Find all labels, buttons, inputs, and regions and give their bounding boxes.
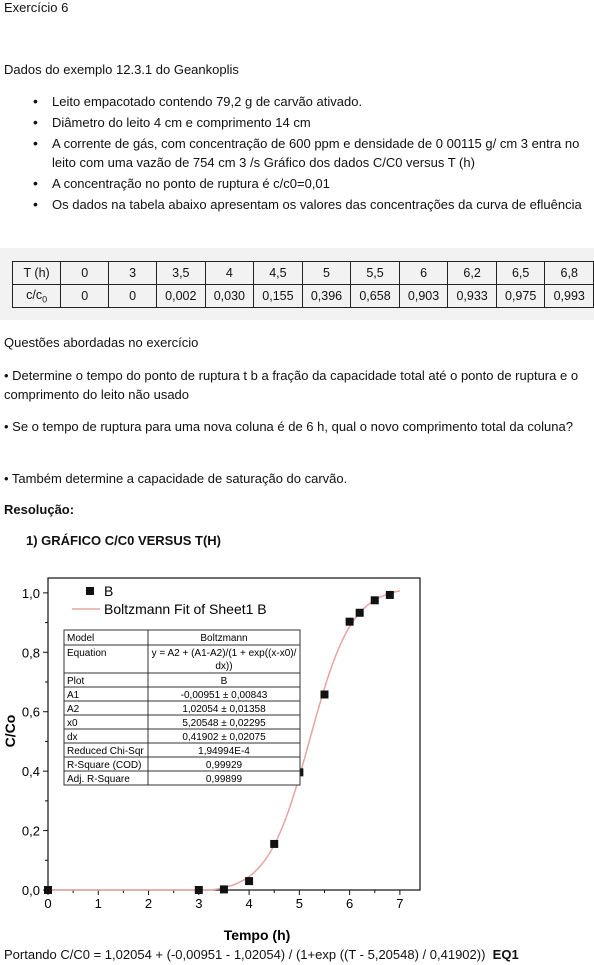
stats-key: dx <box>67 732 78 743</box>
y-tick-label: 0,0 <box>21 883 40 898</box>
bullet-item: • Leito empacotado contendo 79,2 g de carvão ativado. <box>0 92 590 111</box>
table-cell: 6,2 <box>448 262 497 285</box>
table-cell: 0 <box>109 285 157 308</box>
y-tick-label: 0,4 <box>21 764 40 780</box>
stats-key: A1 <box>67 690 80 701</box>
data-point <box>320 690 328 698</box>
y-tick-label: 0,2 <box>21 823 40 839</box>
y-tick-label: 0,6 <box>21 704 40 720</box>
table-cell: 0,975 <box>496 285 545 308</box>
breakthrough-curve-chart <box>0 568 594 948</box>
table-cell: 3 <box>109 262 157 285</box>
stats-value: dx)) <box>215 661 233 672</box>
table-cell: 0,903 <box>399 285 448 308</box>
y-tick-label: 0,8 <box>21 645 40 661</box>
table-cell: 3,5 <box>157 262 206 285</box>
data-bullet-list <box>0 92 590 216</box>
stats-value: B <box>220 676 228 687</box>
bullet-item: • A concentração no ponto de ruptura é c/c0=0,01 <box>0 174 590 193</box>
question-3: • Também determine a capacidade de saturação do carvão. <box>4 471 348 486</box>
stats-value: y = A2 + (A1-A2)/(1 + exp((x-x0)/ <box>151 648 297 659</box>
data-point <box>356 609 364 617</box>
x-tick-label: 7 <box>396 896 404 911</box>
final-equation <box>4 947 519 962</box>
stats-value: 0,41902 ± 0,02075 <box>182 732 266 743</box>
x-tick-label: 3 <box>195 896 203 911</box>
question-1: • Determine o tempo do ponto de ruptura t b a fração da capacidade total até o ponto de ruptura e o comprimento do leito não usado <box>4 368 579 402</box>
table-cell: 0 <box>61 285 109 308</box>
question-2: • Se o tempo de ruptura para uma nova coluna é de 6 h, qual o novo comprimento total da coluna? <box>4 419 573 434</box>
stats-key: R-Square (COD) <box>67 760 142 771</box>
x-tick-label: 2 <box>144 896 153 911</box>
table-cell: 0,993 <box>545 285 594 308</box>
stats-key: Model <box>67 633 95 644</box>
legend-marker-b <box>86 587 94 595</box>
y-axis-title: C/Co <box>2 714 18 748</box>
data-point <box>346 618 354 626</box>
stats-value: 0,99929 <box>205 760 243 771</box>
x-tick-label: 0 <box>44 896 52 911</box>
fit-statistics-table <box>64 630 300 785</box>
data-point <box>270 840 278 848</box>
table-cell: 6,5 <box>496 262 545 285</box>
legend-label-fit: Boltzmann Fit of Sheet1 B <box>104 601 267 617</box>
stats-key: A2 <box>67 704 80 715</box>
table-cell: 0,155 <box>254 285 303 308</box>
data-point <box>371 596 379 604</box>
table-cell: 0,030 <box>205 285 254 308</box>
table-cell: 4 <box>205 262 254 285</box>
table-cell: 0,933 <box>448 285 497 308</box>
stats-key: Plot <box>67 676 85 687</box>
table-cell: 6 <box>399 262 448 285</box>
stats-value: -0,00951 ± 0,00843 <box>180 690 268 701</box>
step-1-heading: 1) GRÁFICO C/C0 VERSUS T(H) <box>26 533 222 548</box>
equation-text: Portando C/C0 = 1,02054 + (-0,00951 - 1,02054) / (1+exp ((T - 5,20548) / 0,41902)) <box>4 947 486 962</box>
stats-key: x0 <box>67 718 78 729</box>
table-cell: 5,5 <box>351 262 400 285</box>
table-cell: 0 <box>61 262 109 285</box>
table-cell: 5 <box>302 262 351 285</box>
x-tick-label: 1 <box>94 896 102 911</box>
table-cell: 0,658 <box>351 285 400 308</box>
concentration-row <box>13 285 594 308</box>
effluent-table-panel <box>0 248 594 320</box>
stats-key: Adj. R-Square <box>67 774 130 785</box>
x-axis-title: Tempo (h) <box>223 927 291 943</box>
example-source: Dados do exemplo 12.3.1 do Geankoplis <box>4 62 239 77</box>
data-point <box>245 877 253 885</box>
bullet-item: • Os dados na tabela abaixo apresentam os valores das concentrações da curva de efluência <box>0 195 590 214</box>
table-cell: 4,5 <box>254 262 303 285</box>
x-tick-label: 5 <box>295 896 303 911</box>
time-row <box>13 262 594 285</box>
data-point <box>195 886 203 894</box>
exercise-title: Exercício 6 <box>4 0 69 15</box>
row-label-concentration: $c/c_0$ <box>13 285 61 308</box>
stats-value: Boltzmann <box>200 633 248 644</box>
x-tick-label: 4 <box>245 896 253 911</box>
data-point <box>220 885 228 893</box>
stats-value: 0,99899 <box>205 774 243 785</box>
equation-label: EQ1 <box>492 947 519 962</box>
legend-label-b: B <box>104 583 114 599</box>
data-point <box>386 591 394 599</box>
questions-heading: Questões abordadas no exercício <box>4 335 199 350</box>
resolution-heading: Resolução: <box>4 502 75 517</box>
bullet-item: • A corrente de gás, com concentração de 600 ppm e densidade de 0 00115 g/ cm 3 entra no leito com uma vazão de 754 cm 3 /s Gráfico dos dados C/C0 versus T (h) <box>0 134 590 172</box>
stats-value: 5,20548 ± 0,02295 <box>182 718 266 729</box>
table-cell: 0,002 <box>157 285 206 308</box>
stats-value: 1,02054 ± 0,01358 <box>182 704 266 715</box>
x-tick-label: 6 <box>346 896 354 911</box>
chart-legend <box>72 583 267 617</box>
bullet-item: • Diâmetro do leito 4 cm e comprimento 14 cm <box>0 113 590 132</box>
stats-key: Equation <box>67 648 107 659</box>
stats-key: Reduced Chi-Sqr <box>67 746 144 757</box>
y-tick-label: 1,0 <box>21 585 40 601</box>
stats-value: 1,94994E-4 <box>198 746 250 757</box>
effluent-data-table <box>12 261 594 308</box>
row-label-time: T (h) <box>13 262 61 285</box>
data-point <box>44 886 52 894</box>
table-cell: 0,396 <box>302 285 351 308</box>
table-cell: 6,8 <box>545 262 594 285</box>
